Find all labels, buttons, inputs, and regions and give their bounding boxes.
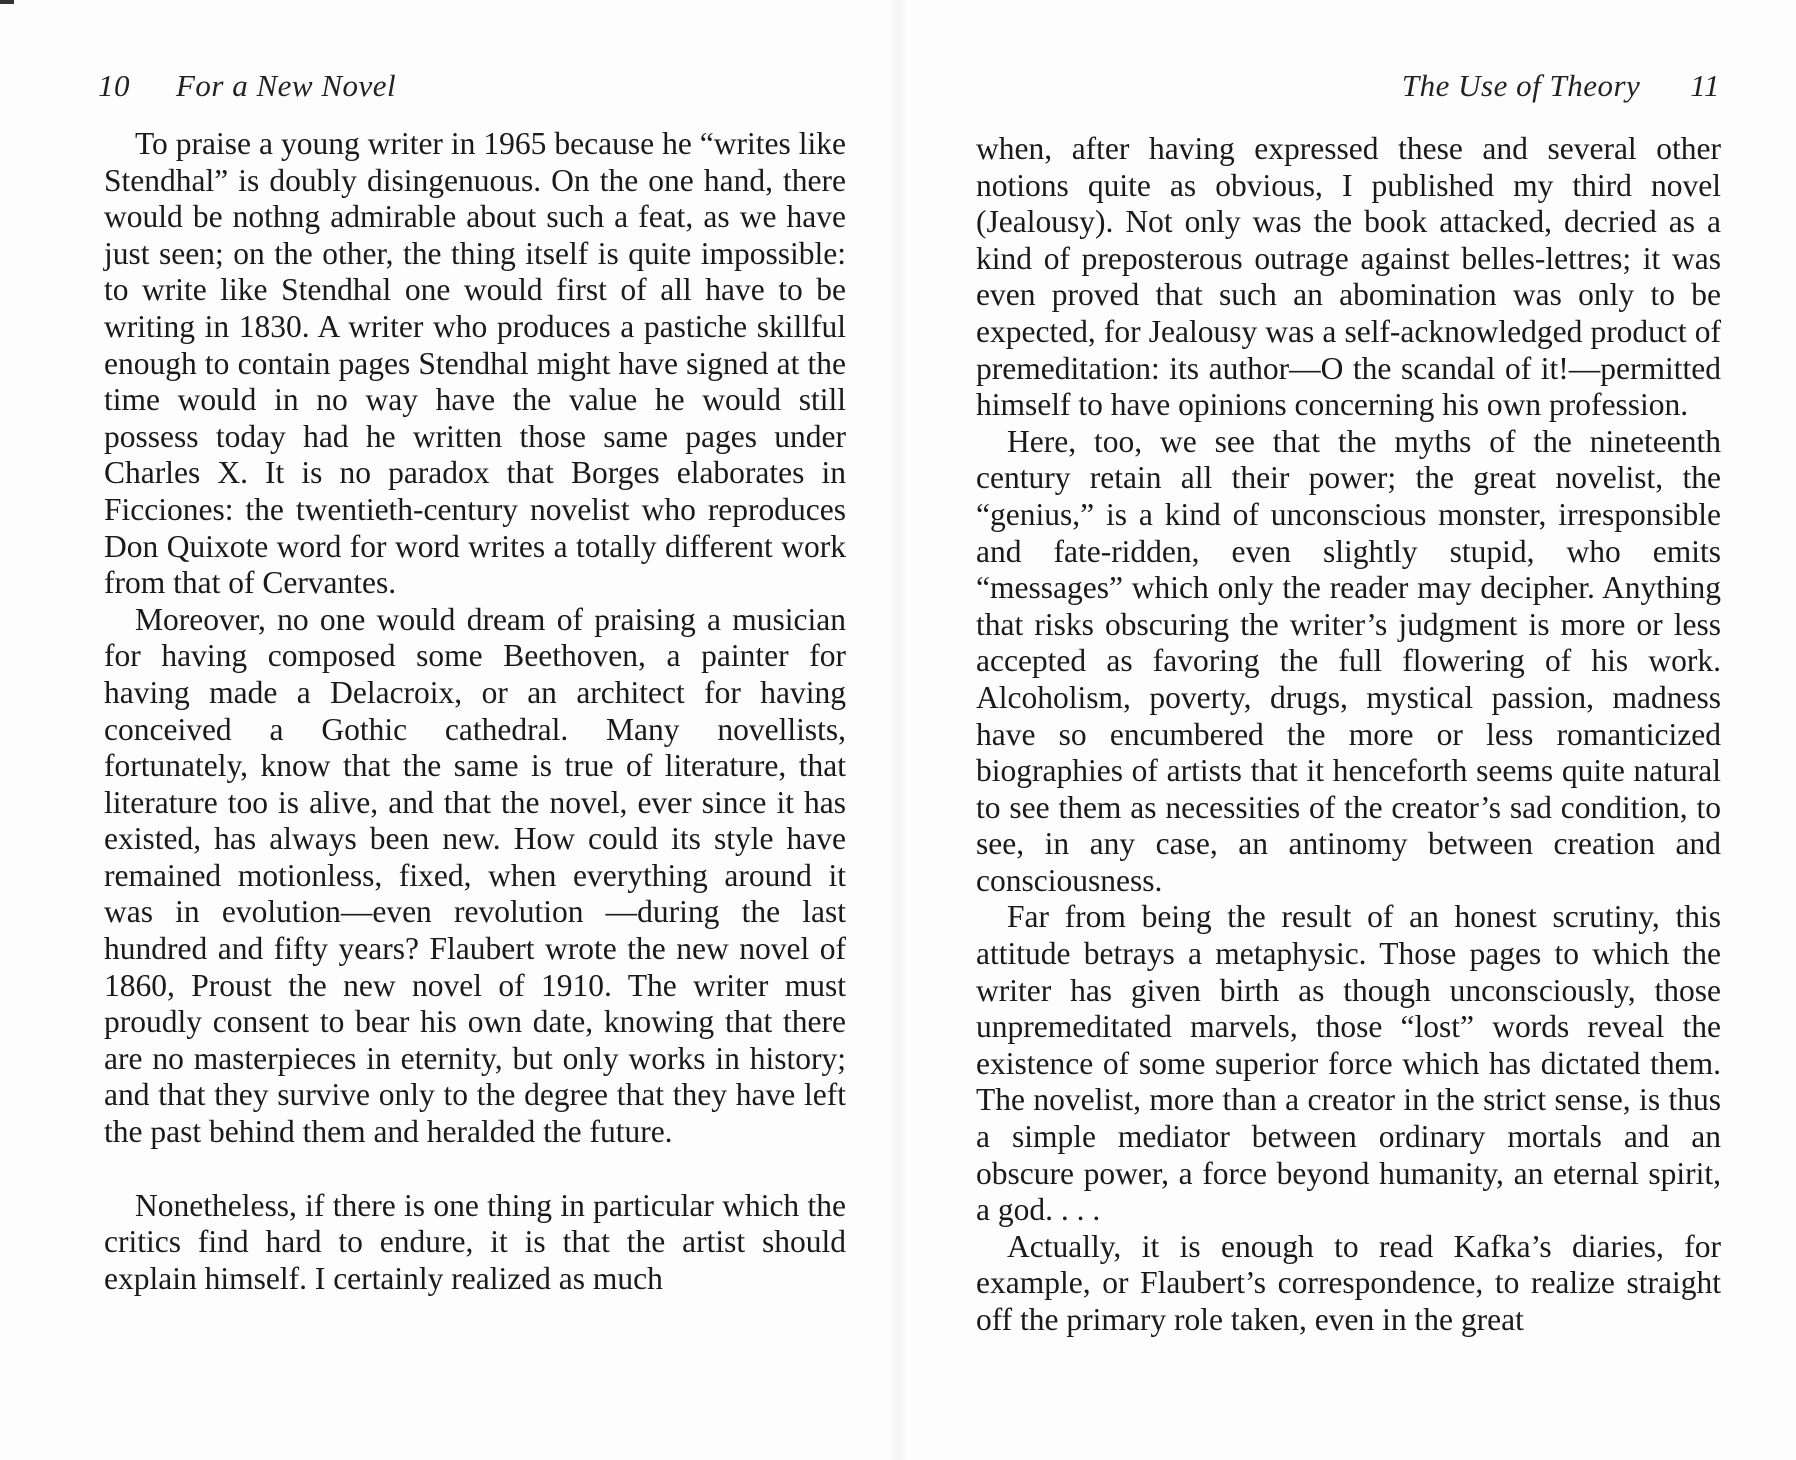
right-page-number: 11	[1690, 68, 1720, 103]
paragraph: Actually, it is enough to read Kafka’s diaries, for example, or Flaubert’s correspondence, to realize straight off the primary role taken, even in the great	[976, 1228, 1721, 1337]
paragraph: when, after having expressed these and several other notions quite as obvious, I published my third novel (Jealousy). Not only was the book attacked, decried as a kind of preposterous outrage against belles-lettres; it was even proved that such an abomination was only to be expected, for Jealousy was a self-acknowledged product of premeditation: its author—O the scandal of it!—permitted himself to have opinions concerning his own profession.	[976, 131, 1721, 423]
paragraph: Here, too, we see that the myths of the nineteenth century retain all their power; the great novelist, the “genius,” is a kind of unconscious monster, irresponsible and fate-ridden, even slightly stupid, who emits “messages” which only the reader may decipher. Anything that risks obscuring the writer’s judgment is more or less accepted as favoring the full flowering of his work. Alcoholism, poverty, drugs, mystical passion, madness have so encumbered the more or less romanticized biographies of artists that it henceforth seems quite natural to see them as necessities of the creator’s sad condition, to see, in any case, an antinomy between creation and consciousness.	[976, 423, 1721, 898]
left-running-head-title: For a New Novel	[176, 68, 397, 103]
paragraph: Far from being the result of an honest scrutiny, this attitude betrays a metaphysic. Those pages to which the writer has given birth as though unconsciously, those unpremeditated marvels, those “lost” words reveal the existence of some superior force which has dictated them. The novelist, more than a creator in the strict sense, is thus a simple mediator between ordinary mortals and an obscure power, a force beyond humanity, an eternal spirit, a god. . . .	[976, 899, 1721, 1228]
right-running-head-title: The Use of Theory	[1401, 68, 1641, 103]
right-running-header	[1402, 68, 1720, 108]
left-page-body	[104, 126, 846, 1297]
left-running-header	[98, 68, 396, 108]
left-page-number: 10	[98, 68, 130, 103]
paragraph: To praise a young writer in 1965 because he “writes like Stendhal” is doubly disingenuous. On the one hand, there would be nothng admirable about such a feat, as we have just seen; on the other, the thing itself is quite impossible: to write like Stendhal one would first of all have to be writing in 1830. A writer who produces a pastiche skillful enough to contain pages Stendhal might have signed at the time would in no way have the value he would still possess today had he written those same pages under Charles X. It is no paradox that Borges elaborates in Ficciones: the twentieth-century novelist who reproduces Don Quixote word for word writes a totally different work from that of Cervantes.	[104, 126, 846, 601]
right-page	[898, 0, 1796, 1460]
paragraph: Moreover, no one would dream of praising a musician for having composed some Beethoven, a painter for having made a Delacroix, or an architect for having conceived a Gothic cathedral. Many novellists, fortunately, know that the same is true of literature, that literature too is alive, and that the novel, ever since it has existed, has always been new. How could its style have remained motionless, fixed, when everything around it was in evolution—even revolution —during the last hundred and fifty years? Flaubert wrote the new novel of 1860, Proust the new novel of 1910. The writer must proudly consent to bear his own date, knowing that there are no masterpieces in eternity, but only works in history; and that they survive only to the degree that they have left the past behind them and heralded the future.	[104, 601, 846, 1150]
right-page-body	[976, 131, 1721, 1339]
paragraph: Nonetheless, if there is one thing in particular which the critics find hard to endure, it is that the artist should explain himself. I certainly realized as much	[104, 1187, 846, 1296]
